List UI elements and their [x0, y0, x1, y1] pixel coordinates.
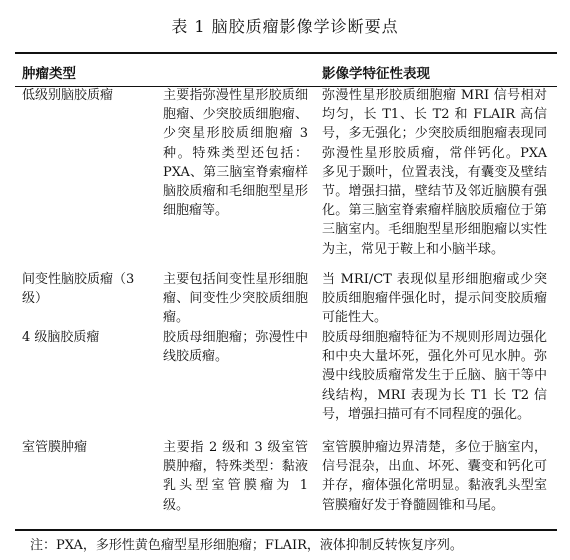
row-1-description: 主要指弥漫性星形胶质细胞瘤、少突胶质细胞瘤、少突星形胶质细胞瘤 3 种。特殊类型还包括：PXA、第三脑室脊索瘤样脑胶质瘤和毛细胞型星形细胞瘤等。: [163, 88, 308, 219]
row-2-type: 间变性脑胶质瘤（3 级）: [22, 272, 135, 307]
row-2-description: 主要包括间变性星形细胞瘤、间变性少突胶质细胞瘤。: [163, 272, 308, 326]
table-top-rule: [15, 52, 557, 54]
row-3-description: 胶质母细胞瘤；弥漫性中线胶质瘤。: [163, 330, 308, 365]
header-imaging-features: 影像学特征性表现: [322, 66, 430, 82]
row-3-features: 胶质母细胞瘤特征为不规则形周边强化和中央大量坏死，强化外可见水肿。弥漫中线胶质瘤常发生于丘脑、脑干等中线结构，MRI 表现为长 T1 长 T2 信号，增强扫描可有不同程度的强化。: [322, 330, 547, 422]
row-4-features: 室管膜肿瘤边界清楚，多位于脑室内，信号混杂，出血、坏死、囊变和钙化可并存，瘤体强化常明显。黏液乳头型室管膜瘤好发于脊髓圆锥和马尾。: [322, 440, 547, 513]
row-3-type: 4 级脑胶质瘤: [22, 330, 100, 345]
row-4-description: 主要指 2 级和 3 级室管膜肿瘤，特殊类型：黏液乳头型室管膜瘤为 1 级。: [163, 440, 308, 513]
table-title: 表 1 脑胶质瘤影像学诊断要点: [171, 17, 399, 36]
row-4-type: 室管膜肿瘤: [22, 440, 88, 455]
row-2-features: 当 MRI/CT 表现似星形细胞瘤或少突胶质细胞瘤伴强化时，提示间变胶质瘤可能性大。: [322, 272, 547, 326]
table-bottom-rule: [15, 529, 557, 531]
row-1-features: 弥漫性星形胶质细胞瘤 MRI 信号相对均匀，长 T1、长 T2 和 FLAIR 高信号，多无强化；少突胶质细胞瘤表现同弥漫性星形胶质瘤，常伴钙化。PXA 多见于颞叶，位置表浅，有囊变及壁结节。增强扫描，壁结节及邻近脑膜有强化。第三脑室脊索瘤样脑胶质瘤位于第三脑室内。毛细胞型星形细胞瘤以实性为主，常见于鞍上和小脑半球。: [322, 88, 547, 257]
table-footnote: 注：PXA，多形性黄色瘤型星形细胞瘤；FLAIR，液体抑制反转恢复序列。: [30, 538, 463, 553]
header-tumor-type: 肿瘤类型: [22, 66, 76, 82]
row-1-type: 低级别脑胶质瘤: [22, 88, 114, 103]
